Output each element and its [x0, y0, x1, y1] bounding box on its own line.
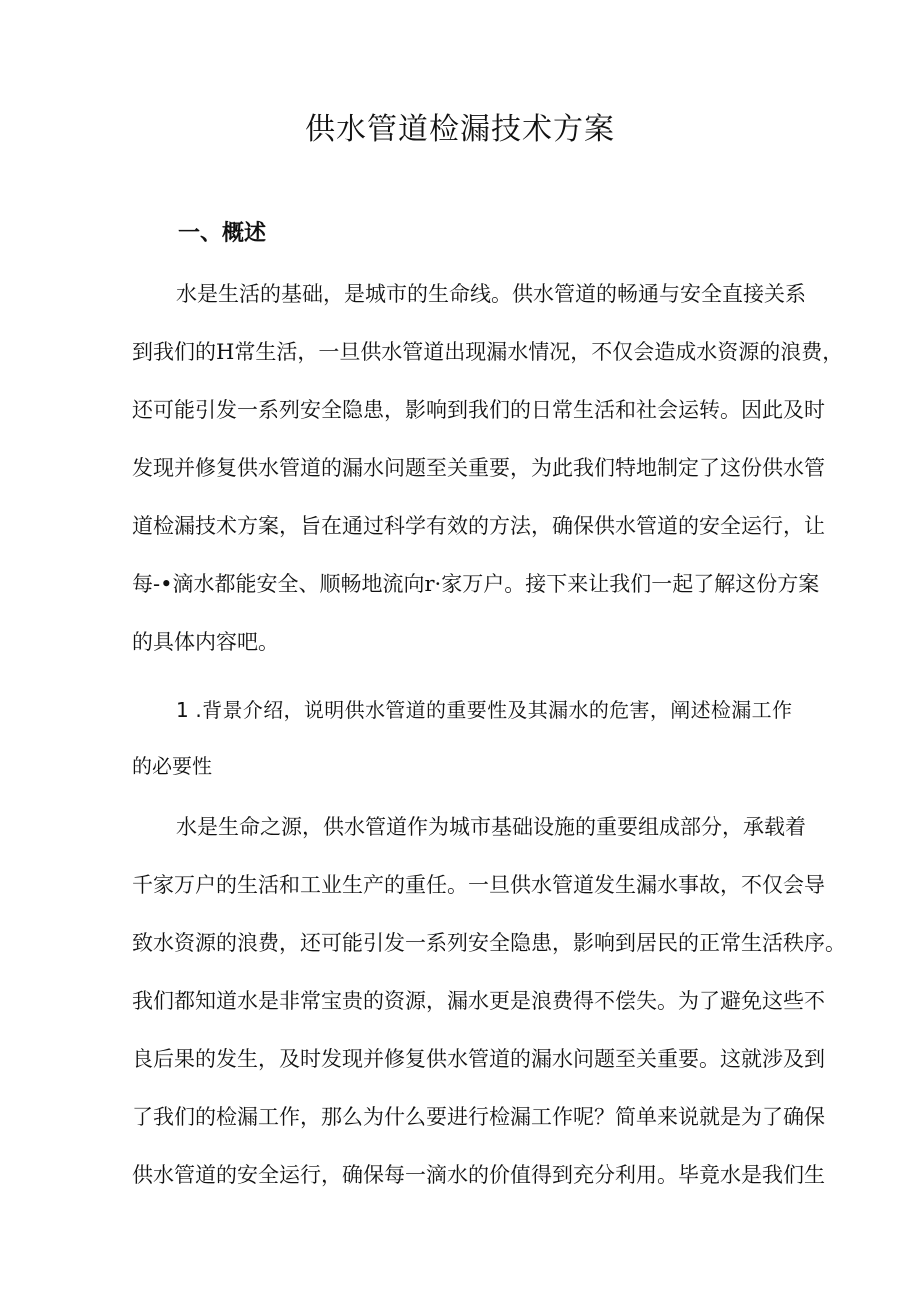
paragraph-line: 发现并修复供水管道的漏水问题至关重要，为此我们特地制定了这份供水管 — [132, 456, 825, 480]
paragraph-line: 千家万户的生活和工业生产的重任。一旦供水管道发生漏水事故，不仅会导 — [132, 873, 825, 897]
background-subheading — [132, 682, 792, 794]
paragraph-line: 道检漏技术方案，旨在通过科学有效的方法，确保供水管道的安全运行，让 — [132, 514, 825, 538]
overview-paragraph — [132, 265, 844, 671]
paragraph-line: 每-•滴水都能安全、顺畅地流向r·家万户。接下来让我们一起了解这份方案 — [132, 572, 820, 596]
subheading-line: 1 .背景介绍，说明供水管道的重要性及其漏水的危害，阐述检漏工作 — [176, 698, 792, 722]
section-heading: 一、概述 — [178, 221, 267, 246]
paragraph-line: 的具体内容吧。 — [132, 630, 279, 654]
paragraph-line: 水是生命之源，供水管道作为城市基础设施的重要组成部分，承载着 — [176, 815, 806, 839]
subheading-line: 的必要性 — [132, 754, 212, 778]
paragraph-line: 水是生活的基础，是城市的生命线。供水管道的畅通与安全直接关系 — [176, 282, 806, 306]
document-title: 供水管道检漏技术方案 — [305, 112, 615, 147]
paragraph-line: 良后果的发生，及时发现并修复供水管道的漏水问题至关重要。这就涉及到 — [132, 1047, 825, 1071]
paragraph-line: 致水资源的浪费，还可能引发一系列安全隐患，影响到居民的正常生活秩序。 — [132, 931, 846, 955]
paragraph-line: 我们都知道水是非常宝贵的资源，漏水更是浪费得不偿失。为了避免这些不 — [132, 989, 825, 1013]
paragraph-line: 供水管道的安全运行，确保每一滴水的价值得到充分利用。毕竟水是我们生 — [132, 1163, 825, 1187]
background-paragraph — [132, 798, 846, 1204]
paragraph-line: 了我们的检漏工作，那么为什么要进行检漏工作呢？简单来说就是为了确保 — [132, 1105, 825, 1129]
paragraph-line: 还可能引发一系列安全隐患，影响到我们的日常生活和社会运转。因此及时 — [132, 398, 825, 422]
paragraph-line: 到我们的H常生活，一旦供水管道出现漏水情况，不仅会造成水资源的浪费， — [132, 340, 844, 364]
